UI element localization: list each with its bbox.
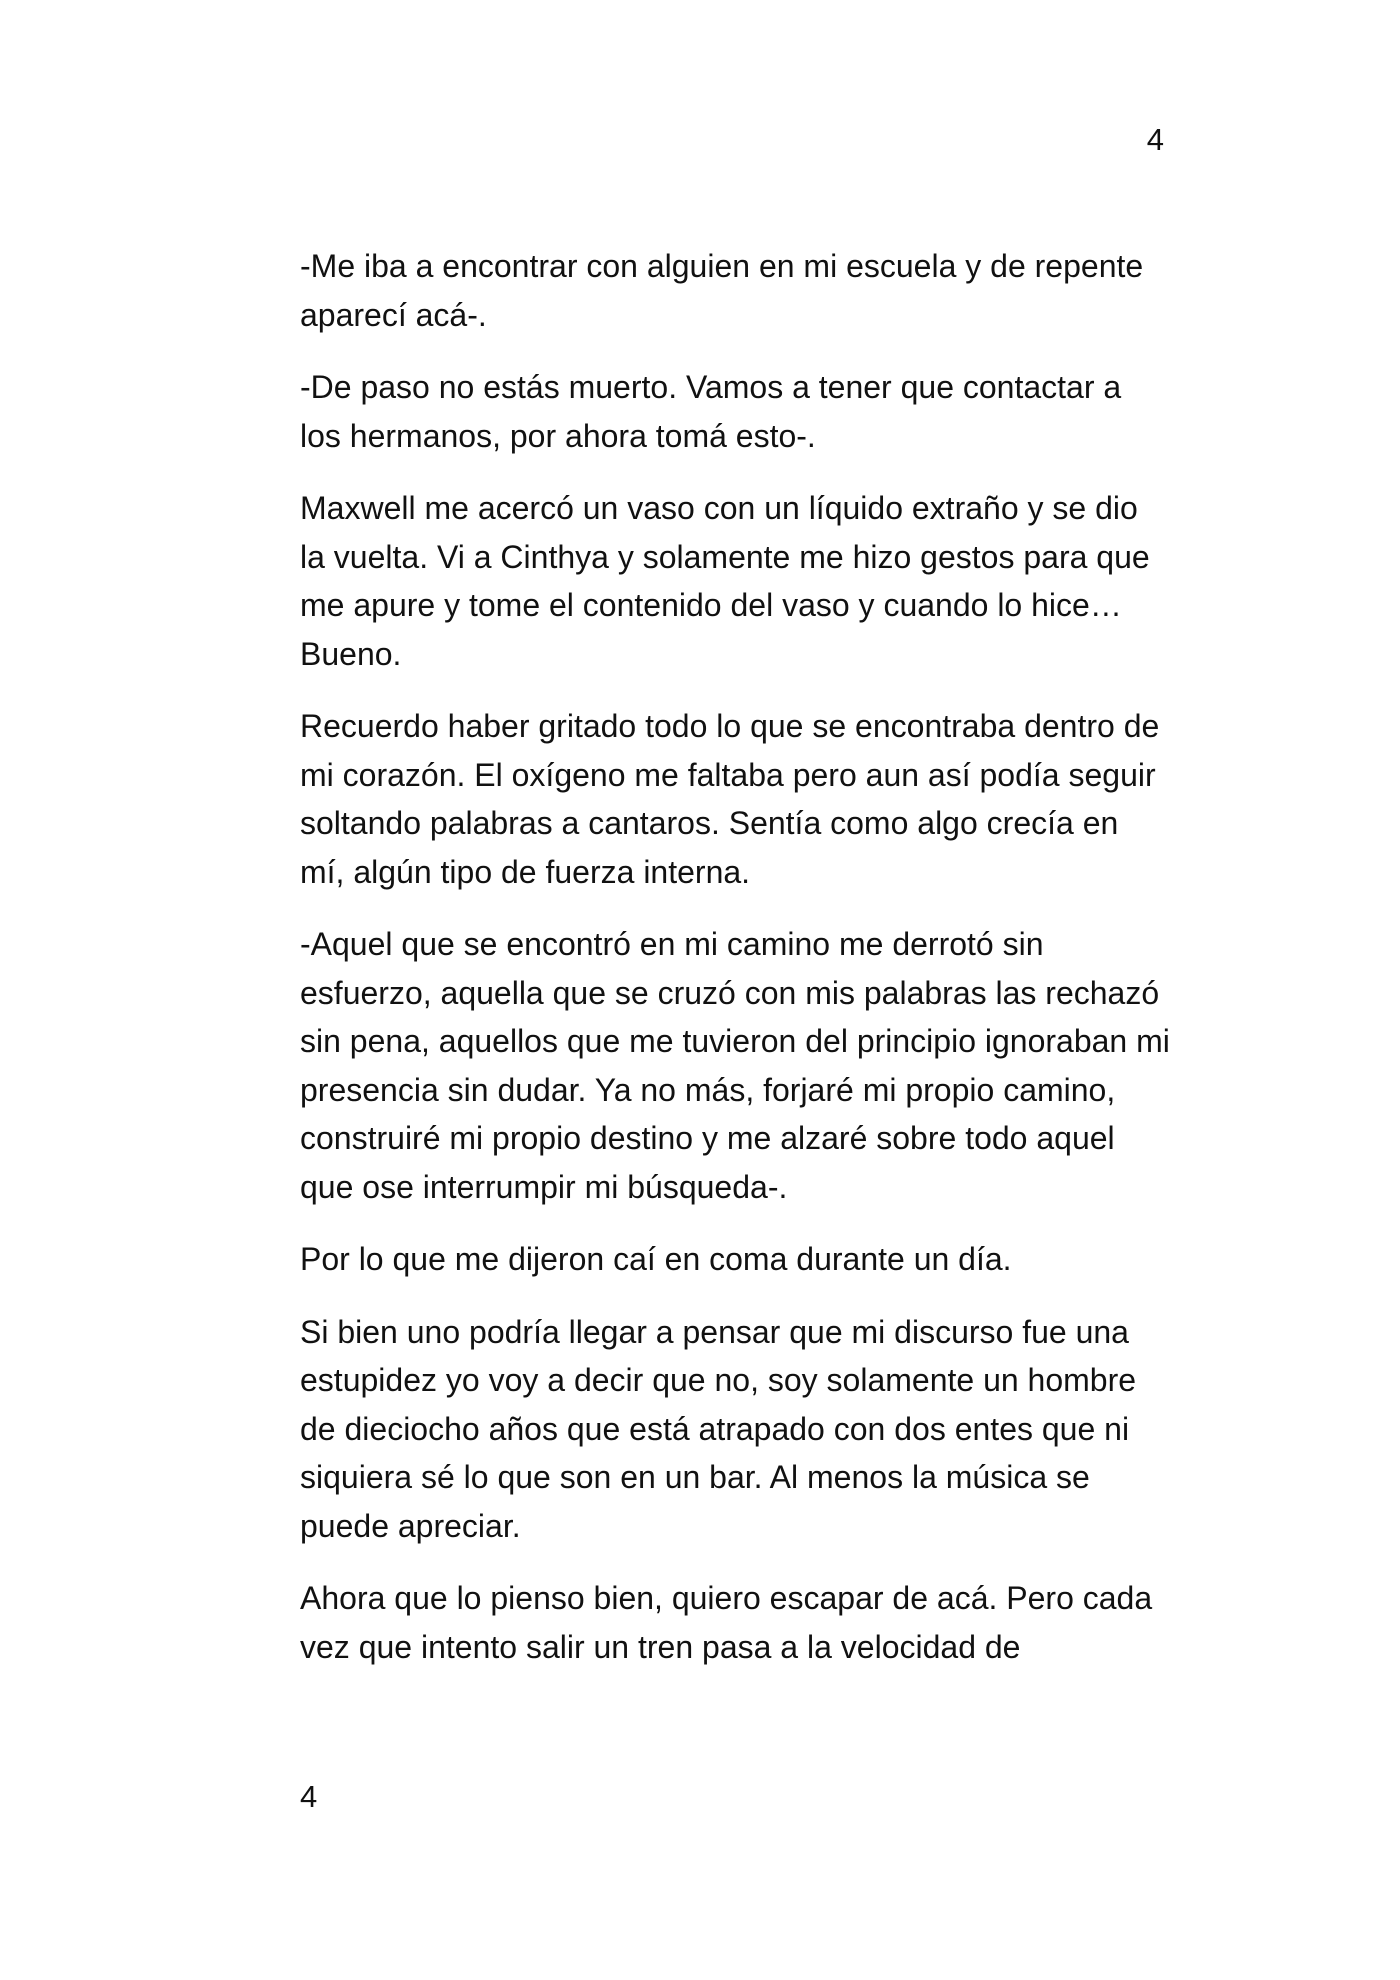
page-number-bottom: 4 [300,1779,318,1814]
paragraph: -Aquel que se encontró en mi camino me derrotó sin esfuerzo, aquella que se cruzó con mis palabras las rechazó sin pena, aquellos que me tuvieron del principio ignoraban mi presencia sin dudar. Ya no más, forjaré mi propio camino, construiré mi propio destino y me alzaré sobre todo aquel que ose interrumpir mi búsqueda-. [300,926,1170,1205]
paragraph: -Me iba a encontrar con alguien en mi escuela y de repente aparecí acá-. [300,248,1144,333]
paragraph: Ahora que lo pienso bien, quiero escapar de acá. Pero cada vez que intento salir un tren pasa a la velocidad de [300,1580,1153,1665]
body-text [300,242,1170,1695]
paragraph: Si bien uno podría llegar a pensar que mi discurso fue una estupidez yo voy a decir que no, soy solamente un hombre de dieciocho años que está atrapado con dos entes que ni siquiera sé lo que son en un bar. Al menos la música se puede apreciar. [300,1313,1137,1544]
page-number-top: 4 [1146,122,1164,157]
paragraph: -De paso no estás muerto. Vamos a tener que contactar a los hermanos, por ahora tomá esto-. [300,369,1122,454]
paragraph: Maxwell me acercó un vaso con un líquido extraño y se dio la vuelta. Vi a Cinthya y solamente me hizo gestos para que me apure y tome el contenido del vaso y cuando lo hice… Bueno. [300,490,1150,672]
paragraph: Recuerdo haber gritado todo lo que se encontraba dentro de mi corazón. El oxígeno me faltaba pero aun así podía seguir soltando palabras a cantaros. Sentía como algo crecía en mí, algún tipo de fuerza interna. [300,708,1160,890]
paragraph: Por lo que me dijeron caí en coma durante un día. [300,1241,1012,1277]
